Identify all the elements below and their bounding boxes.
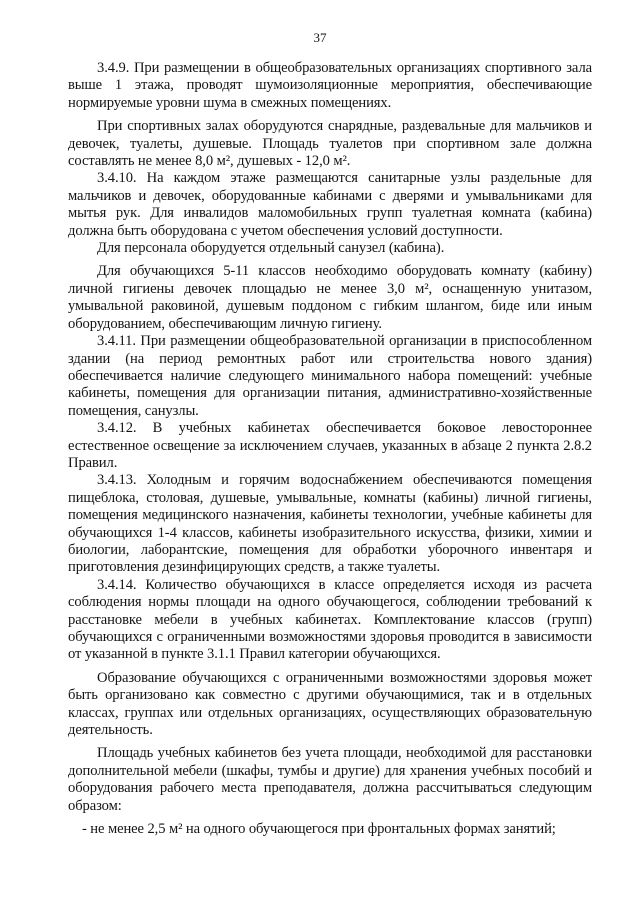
paragraph-3-4-13: 3.4.13. Холодным и горячим водоснабжением обеспечиваются помещения пищеблока, столовая, душевые, умывальные, комнаты (кабины) личной гигиены, помещения медицинского назначения, кабинеты технологии, учебные кабинеты для обучающихся 1-4 классов, кабинеты изобразительного искусства, физики, химии и биологии, лаборантские, помещения для обработки уборочного инвентаря и приготовления дезинфицирующих средств, а также туалеты.: [68, 472, 592, 576]
paragraph-hygiene-room: Для обучающихся 5-11 классов необходимо оборудовать комнату (кабину) личной гигиены девочек площадью не менее 3,0 м², оснащенную унитазом, умывальной раковиной, душевым поддоном с гибким шлангом, биде или иным оборудованием, обеспечивающим личную гигиену.: [68, 263, 592, 332]
document-body: [68, 60, 592, 838]
paragraph-staff-restroom: Для персонала оборудуется отдельный санузел (кабина).: [97, 240, 445, 257]
paragraph-3-4-10: 3.4.10. На каждом этаже размещаются санитарные узлы раздельные для мальчиков и девочек, оборудованные кабинами с дверями и умывальниками для мытья рук. Для инвалидов маломобильных групп туалетная комната (кабина) должна быть оборудована с учетом обеспечения условий доступности.: [68, 170, 592, 239]
paragraph-3-4-11: 3.4.11. При размещении общеобразовательной организации в приспособленном здании (на период ремонтных работ или строительства нового здания) обеспечивается наличие следующего минимального набора помещений: учебные кабинеты, помещения для организации питания, административно-хозяйственные помещения, санузлы.: [68, 333, 592, 419]
paragraph-3-4-12: 3.4.12. В учебных кабинетах обеспечивается боковое левостороннее естественное освещение за исключением случаев, указанных в абзаце 2 пункта 2.8.2 Правил.: [68, 420, 592, 471]
paragraph-sports-hall: При спортивных залах оборудуются снарядные, раздевальные для мальчиков и девочек, туалеты, душевые. Площадь туалетов при спортивном зале должна составлять не менее 8,0 м², душевых - 12,0 м².: [68, 118, 592, 170]
page-number: 37: [313, 30, 327, 45]
paragraph-classroom-area: Площадь учебных кабинетов без учета площади, необходимой для расстановки дополнительной мебели (шкафы, тумбы и другие) для хранения учебных пособий и оборудования рабочего места преподавателя, должна рассчитываться следующим образом:: [68, 745, 592, 814]
paragraph-3-4-14: 3.4.14. Количество обучающихся в классе определяется исходя из расчета соблюдения нормы площади на одного обучающегося, соблюдении требований к расстановке мебели в учебных кабинетах. Комплектование классов (групп) обучающихся с ограниченными возможностями здоровья проводится в зависимости от указанной в пункте 3.1.1 Правил категории обучающихся.: [68, 576, 592, 663]
paragraph-3-4-9: 3.4.9. При размещении в общеобразовательных организациях спортивного зала выше 1 этажа, проводят шумоизоляционные мероприятия, обеспечивающие нормируемые уровни шума в смежных помещениях.: [68, 60, 592, 111]
list-item-frontal-area: - не менее 2,5 м² на одного обучающегося при фронтальных формах занятий;: [82, 821, 556, 838]
paragraph-inclusive-education: Образование обучающихся с ограниченными возможностями здоровья может быть организовано как совместно с другими обучающимися, так и в отдельных классах, группах или отдельных организациях, осуществляющих образовательную деятельность.: [68, 669, 592, 739]
